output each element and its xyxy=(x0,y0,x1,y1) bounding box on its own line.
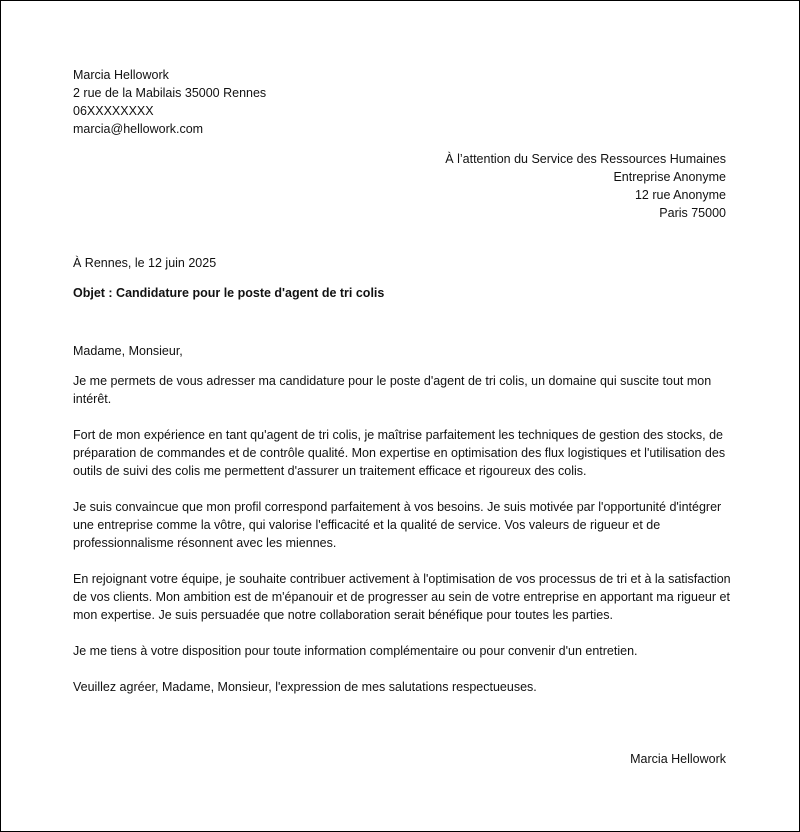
paragraph: En rejoignant votre équipe, je souhaite contribuer activement à l'optimisation de vos processus de tri et à la satisfaction de vos clients. Mon ambition est de m'épanouir et de progresser au sein de votre entreprise en apportant ma rigueur et mon expertise. Je suis persuadée que notre collaboration serait bénéfique pour toutes les parties. xyxy=(73,572,731,622)
recipient-city: Paris 75000 xyxy=(659,206,726,220)
sender-block xyxy=(73,66,266,138)
recipient-attention: À l’attention du Service des Ressources Humaines xyxy=(445,152,726,166)
closing-formula: Veuillez agréer, Madame, Monsieur, l'expression de mes salutations respectueuses. xyxy=(73,680,537,694)
sender-address: 2 rue de la Mabilais 35000 Rennes xyxy=(73,86,267,100)
paragraph: Je suis convaincue que mon profil correspond parfaitement à vos besoins. Je suis motivée par l'opportunité d'intégrer une entreprise comme la vôtre, qui valorise l'efficacité et la qualité de service. Vos valeurs de rigueur et de professionnalisme résonnent avec les miennes. xyxy=(73,500,722,550)
subject-line: Objet : Candidature pour le poste d'agent de tri colis xyxy=(73,286,385,300)
greeting: Madame, Monsieur, xyxy=(73,344,183,358)
recipient-street: 12 rue Anonyme xyxy=(634,188,726,202)
sender-phone: 06XXXXXXXX xyxy=(73,104,154,118)
sender-name: Marcia Hellowork xyxy=(73,68,169,82)
paragraph: Fort de mon expérience en tant qu'agent de tri colis, je maîtrise parfaitement les techniques de gestion des stocks, de préparation de commandes et de contrôle qualité. Mon expertise en optimisation des flux logistiques et l'utilisation des outils de suivi des colis me permettent d'assurer un traitement efficace et rigoureux des colis. xyxy=(73,428,726,478)
recipient-company: Entreprise Anonyme xyxy=(613,170,726,184)
signature: Marcia Hellowork xyxy=(630,752,726,766)
recipient-block xyxy=(445,150,726,222)
date-line: À Rennes, le 12 juin 2025 xyxy=(73,256,217,270)
letter-body xyxy=(73,342,733,696)
paragraph: Je me permets de vous adresser ma candidature pour le poste d'agent de tri colis, un domaine qui suscite tout mon intérêt. xyxy=(73,374,712,406)
sender-email: marcia@hellowork.com xyxy=(73,122,204,136)
paragraph: Je me tiens à votre disposition pour toute information complémentaire ou pour convenir d'un entretien. xyxy=(73,644,638,658)
